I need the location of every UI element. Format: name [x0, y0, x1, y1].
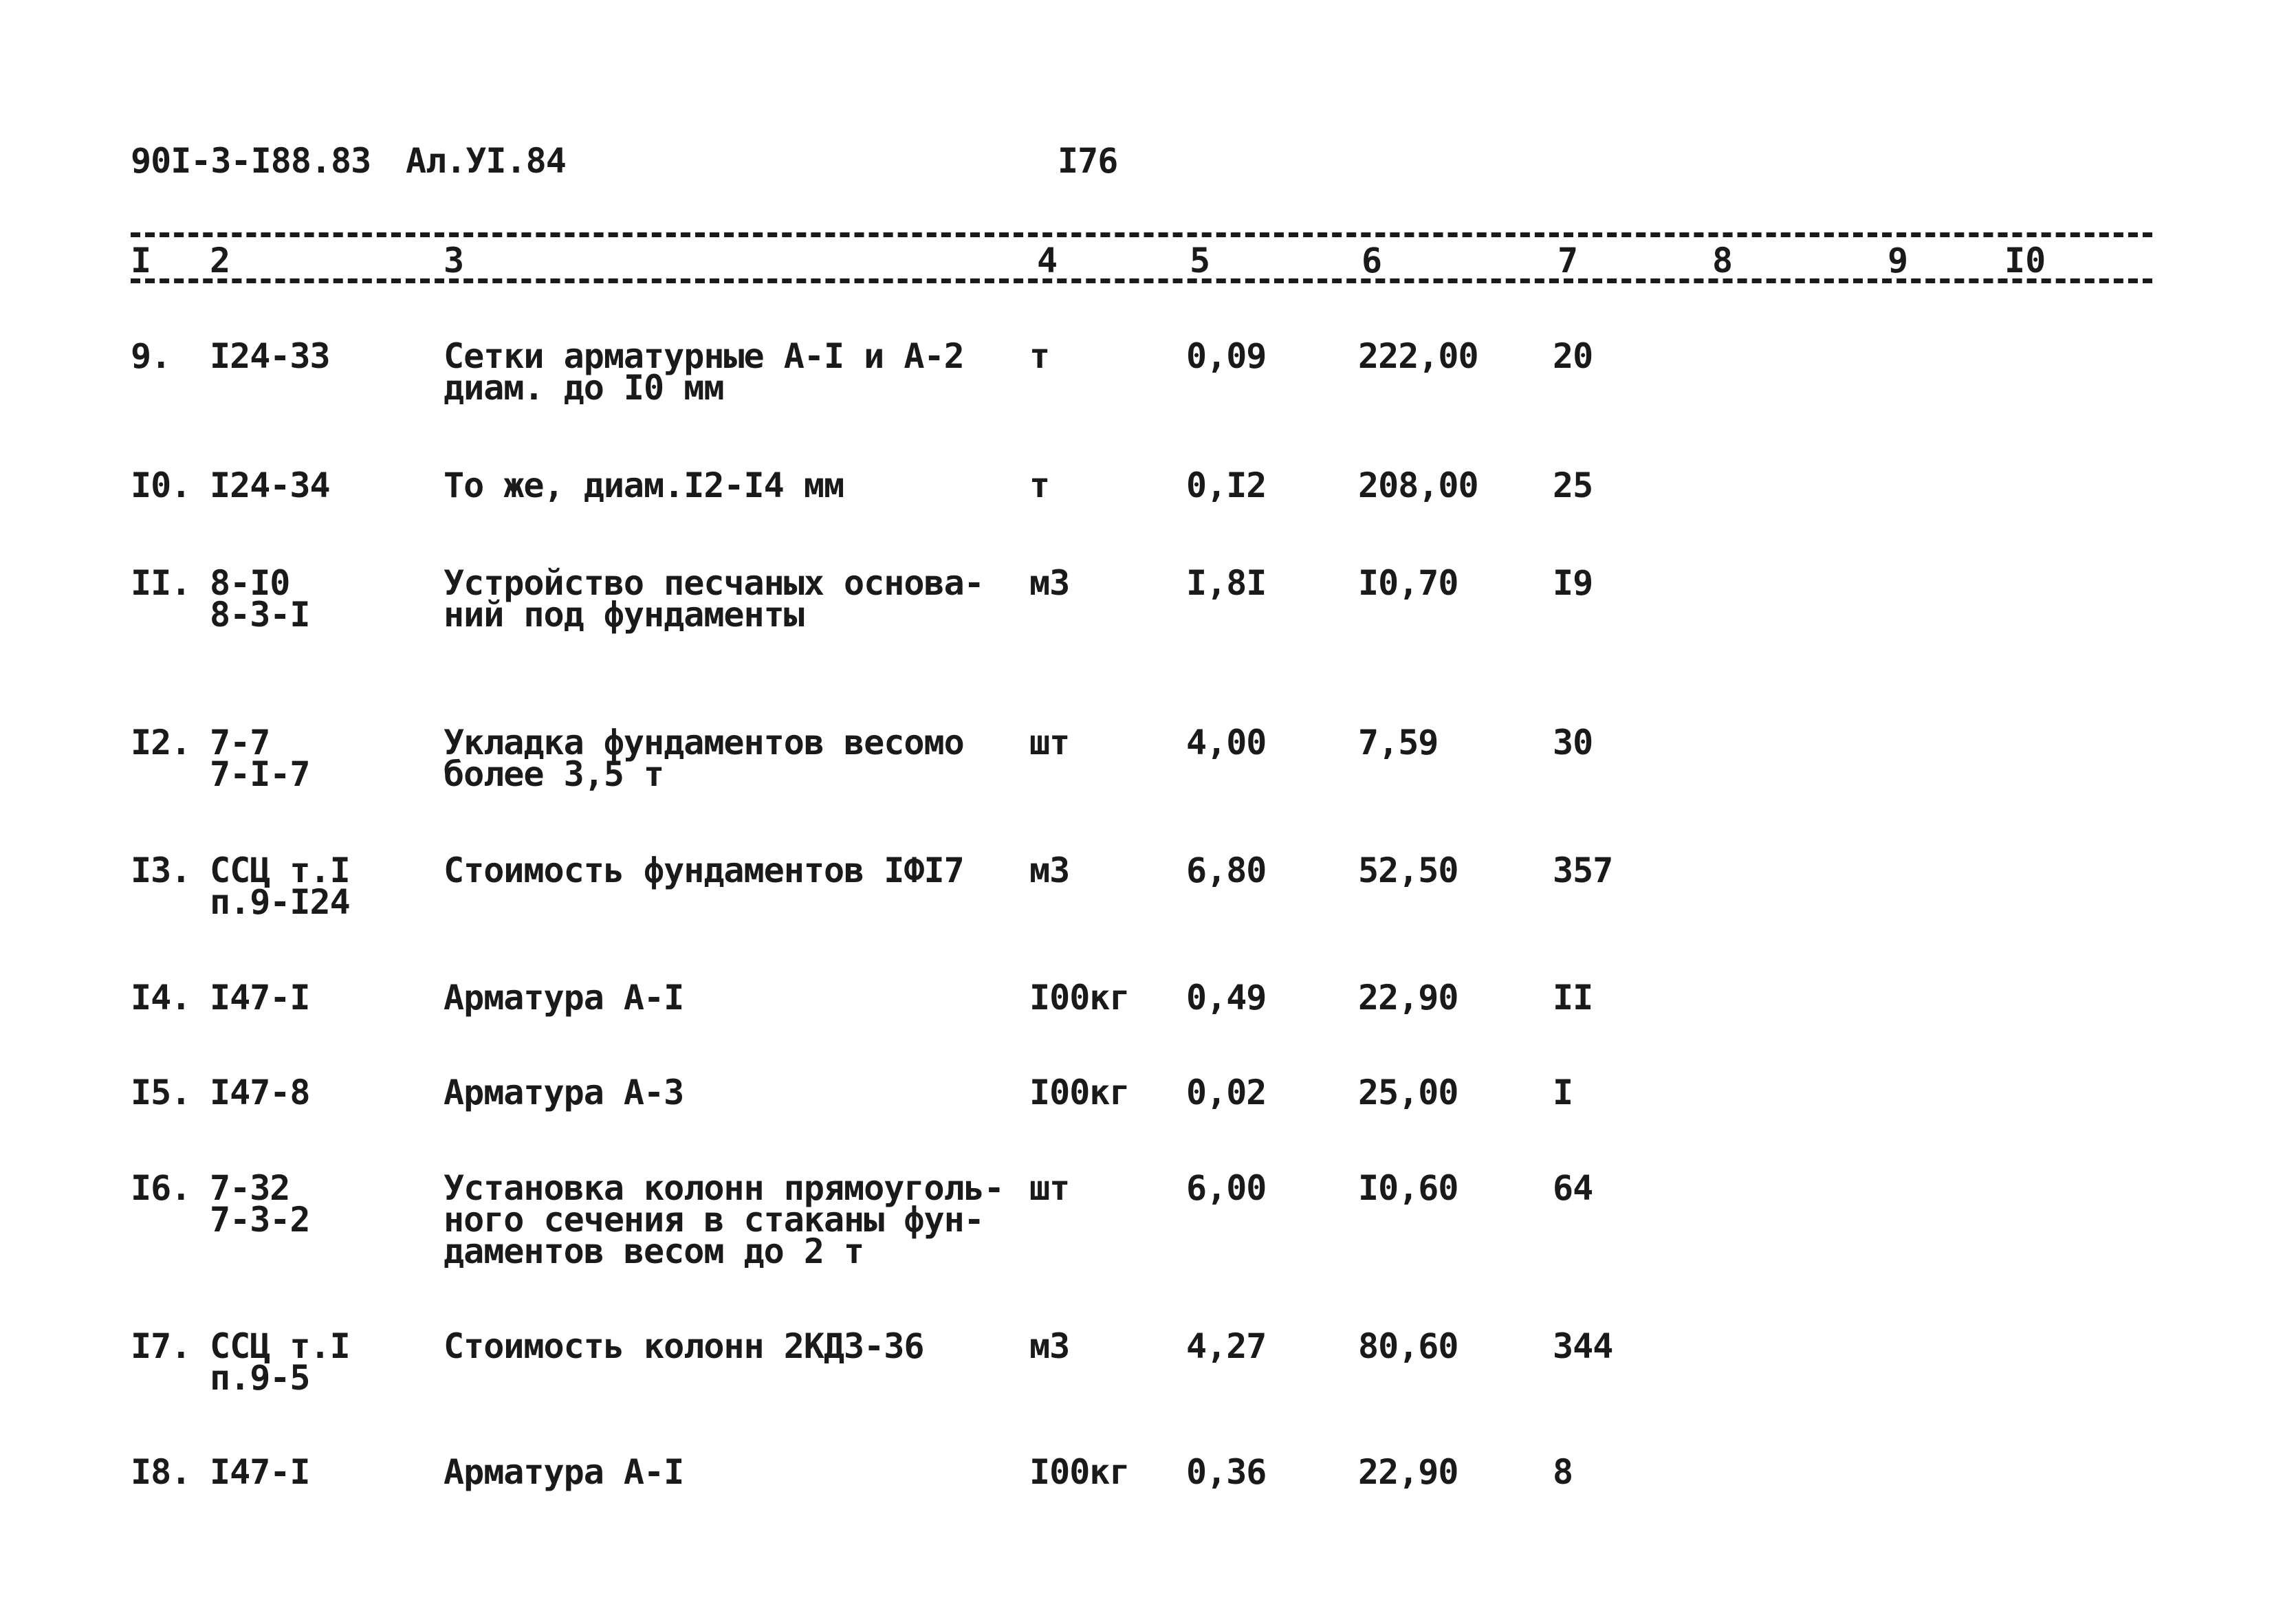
row-total: I — [1553, 1073, 1573, 1112]
column-number-8: 8 — [1712, 241, 1734, 281]
row-number: I4. — [131, 978, 191, 1018]
row-number: I5. — [131, 1073, 191, 1112]
row-quantity: 0,49 — [1186, 978, 1267, 1018]
row-unit: I00кг — [1029, 978, 1130, 1018]
row-quantity: 0,36 — [1186, 1452, 1267, 1492]
row-total: I9 — [1553, 563, 1593, 603]
row-code: ССЦ т.I п.9-5 — [210, 1326, 350, 1398]
album-number: Ал.УI.84 — [406, 141, 566, 181]
row-quantity: I,8I — [1186, 563, 1267, 603]
row-unit-price: 52,50 — [1358, 851, 1458, 890]
row-unit-price: 22,90 — [1358, 1452, 1458, 1492]
row-description: Укладка фундаментов весомо более 3,5 т — [444, 723, 964, 794]
row-number: I0. — [131, 465, 191, 505]
row-total: 357 — [1553, 851, 1613, 890]
column-number-4: 4 — [1037, 241, 1058, 281]
row-number: I8. — [131, 1452, 191, 1492]
row-code: ССЦ т.I п.9-I24 — [210, 851, 350, 922]
row-total: 20 — [1553, 336, 1593, 376]
row-code: 7-32 7-3-2 — [210, 1168, 310, 1240]
row-description: Стоимость фундаментов IФI7 — [444, 851, 964, 890]
row-quantity: 0,02 — [1186, 1073, 1267, 1112]
row-unit: м3 — [1029, 563, 1070, 603]
column-number-7: 7 — [1557, 241, 1579, 281]
row-quantity: 0,I2 — [1186, 465, 1267, 505]
row-total: 64 — [1553, 1168, 1593, 1208]
row-unit: т — [1029, 336, 1050, 376]
row-quantity: 0,09 — [1186, 336, 1267, 376]
row-number: I6. — [131, 1168, 191, 1208]
row-number: II. — [131, 563, 191, 603]
row-quantity: 6,00 — [1186, 1168, 1267, 1208]
row-unit: шт — [1029, 723, 1070, 762]
table-top-rule — [131, 232, 2152, 237]
row-unit-price: 7,59 — [1358, 723, 1439, 762]
row-unit-price: 222,00 — [1358, 336, 1478, 376]
column-number-9: 9 — [1888, 241, 1909, 281]
column-number-6: 6 — [1362, 241, 1383, 281]
row-total: 344 — [1553, 1326, 1613, 1366]
row-quantity: 4,00 — [1186, 723, 1267, 762]
row-description: То же, диам.I2-I4 мм — [444, 465, 844, 505]
row-quantity: 4,27 — [1186, 1326, 1267, 1366]
row-number: I2. — [131, 723, 191, 762]
row-total: 25 — [1553, 465, 1593, 505]
row-unit-price: I0,60 — [1358, 1168, 1458, 1208]
row-description: Арматура А-I — [444, 978, 684, 1018]
row-code: I47-I — [210, 978, 310, 1018]
table-header-rule — [131, 278, 2152, 283]
column-number-3: 3 — [444, 241, 465, 281]
row-code: I24-34 — [210, 465, 330, 505]
document-code: 90I-3-I88.83 — [131, 141, 371, 181]
row-description: Сетки арматурные А-I и А-2 диам. до I0 мм — [444, 336, 964, 408]
row-description: Установка колонн прямоуголь- ного сечения в стаканы фун- даментов весом до 2 т — [444, 1168, 1004, 1271]
row-unit-price: I0,70 — [1358, 563, 1458, 603]
row-unit: м3 — [1029, 1326, 1070, 1366]
column-number-5: 5 — [1190, 241, 1211, 281]
column-number-10: I0 — [2004, 241, 2046, 281]
row-code: I47-8 — [210, 1073, 310, 1112]
row-code: I24-33 — [210, 336, 330, 376]
row-unit-price: 25,00 — [1358, 1073, 1458, 1112]
row-description: Устройство песчаных основа- ний под фундаменты — [444, 563, 984, 635]
row-unit-price: 80,60 — [1358, 1326, 1458, 1366]
row-quantity: 6,80 — [1186, 851, 1267, 890]
row-total: 30 — [1553, 723, 1593, 762]
page-number: I76 — [1058, 141, 1118, 181]
row-code: I47-I — [210, 1452, 310, 1492]
row-code: 7-7 7-I-7 — [210, 723, 310, 794]
row-unit: шт — [1029, 1168, 1070, 1208]
row-total: II — [1553, 978, 1593, 1018]
row-description: Арматура А-3 — [444, 1073, 684, 1112]
row-unit-price: 22,90 — [1358, 978, 1458, 1018]
row-number: I7. — [131, 1326, 191, 1366]
row-code: 8-I0 8-3-I — [210, 563, 310, 635]
row-description: Стоимость колонн 2КДЗ-36 — [444, 1326, 924, 1366]
row-unit: м3 — [1029, 851, 1070, 890]
row-number: I3. — [131, 851, 191, 890]
column-number-2: 2 — [210, 241, 231, 281]
row-total: 8 — [1553, 1452, 1573, 1492]
row-unit-price: 208,00 — [1358, 465, 1478, 505]
column-number-1: I — [131, 241, 152, 281]
row-unit: I00кг — [1029, 1452, 1130, 1492]
row-description: Арматура А-I — [444, 1452, 684, 1492]
row-unit: т — [1029, 465, 1050, 505]
row-number: 9. — [131, 336, 171, 376]
row-unit: I00кг — [1029, 1073, 1130, 1112]
